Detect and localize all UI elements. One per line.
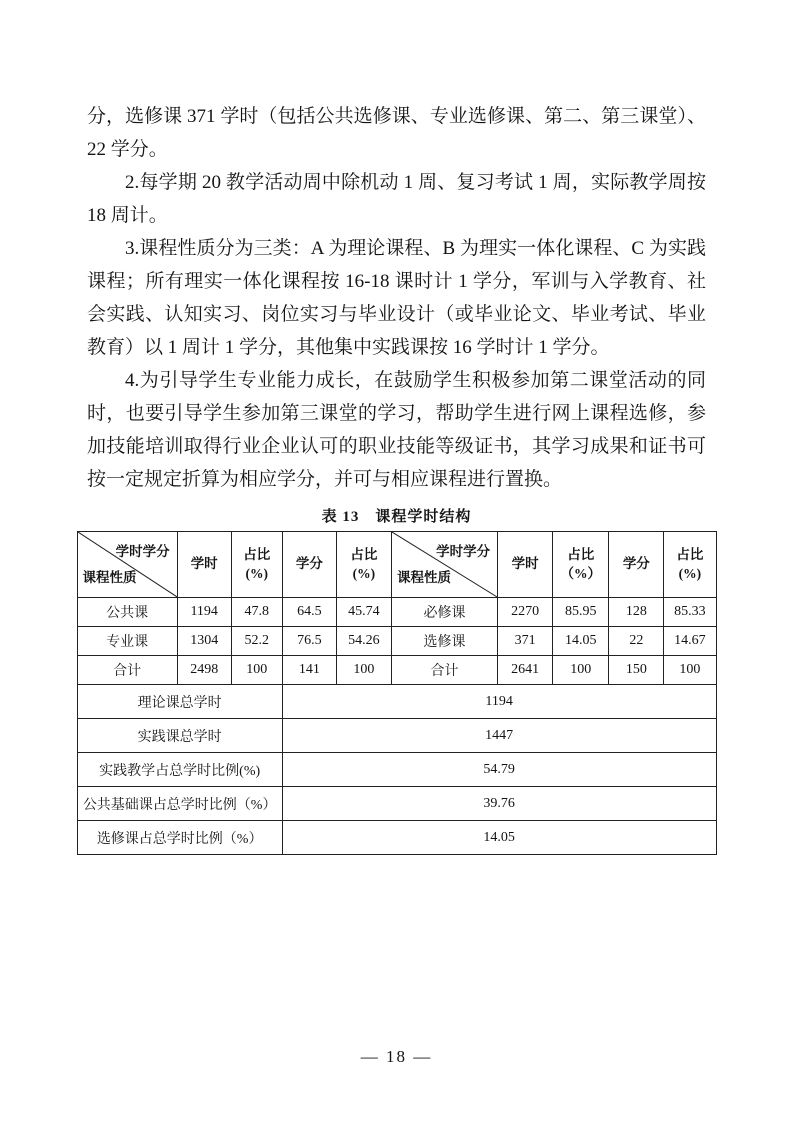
paragraph-1: 分，选修课 371 学时（包括公共选修课、专业选修课、第二、第三课堂）、22 学分。 bbox=[87, 106, 706, 160]
table-cell: 1194 bbox=[177, 598, 231, 627]
table-row bbox=[77, 598, 716, 627]
row-label: 专业课 bbox=[77, 627, 177, 656]
summary-value: 54.79 bbox=[282, 753, 716, 787]
paragraph-4: 4.为引导学生专业能力成长，在鼓励学生积极参加第二课堂活动的同时，也要引导学生参加第三课堂的学习，帮助学生进行网上课程选修，参加技能培训取得行业企业认可的职业技能等级证书，其学习成果和证书可按一定规定折算为相应学分，并可与相应课程进行置换。 bbox=[87, 370, 706, 490]
table-cell: 128 bbox=[609, 598, 664, 627]
header-ratio-right-1: 占比 （%） bbox=[553, 532, 609, 598]
summary-row bbox=[77, 753, 716, 787]
table-cell: 14.67 bbox=[664, 627, 716, 656]
table-cell: 45.74 bbox=[336, 598, 391, 627]
table-cell: 22 bbox=[609, 627, 664, 656]
header-ratio-left-1: 占比 (%) bbox=[231, 532, 282, 598]
table-cell: 371 bbox=[498, 627, 553, 656]
summary-row bbox=[77, 821, 716, 855]
paragraph-3: 3.课程性质分为三类：A 为理论课程、B 为理实一体化课程、C 为实践课程；所有理实一体化课程按 16-18 课时计 1 学分，军训与入学教育、社会实践、认知实习、岗位实习与毕业设计（或毕业论文、毕业考试、毕业教育）以 1 周计 1 学分，其他集中实践课按 16 学时计 1 学分。 bbox=[87, 238, 706, 358]
table-cell: 2270 bbox=[498, 598, 553, 627]
table-cell: 14.05 bbox=[553, 627, 609, 656]
diagonal-line bbox=[392, 532, 497, 597]
header-credits-left: 学分 bbox=[282, 532, 336, 598]
table-cell: 85.95 bbox=[553, 598, 609, 627]
row-label: 选修课 bbox=[391, 627, 497, 656]
diagonal-header-cell-right bbox=[391, 532, 497, 598]
table-cell: 100 bbox=[336, 656, 391, 685]
table-cell: 1304 bbox=[177, 627, 231, 656]
table-cell: 2498 bbox=[177, 656, 231, 685]
summary-row bbox=[77, 787, 716, 821]
header-credits-right: 学分 bbox=[609, 532, 664, 598]
table-cell: 76.5 bbox=[282, 627, 336, 656]
summary-row bbox=[77, 719, 716, 753]
summary-value: 1447 bbox=[282, 719, 716, 753]
summary-row bbox=[77, 685, 716, 719]
table-cell: 2641 bbox=[498, 656, 553, 685]
summary-label: 实践教学占总学时比例(%) bbox=[77, 753, 282, 787]
summary-label: 实践课总学时 bbox=[77, 719, 282, 753]
table-cell: 100 bbox=[231, 656, 282, 685]
diagonal-label-bottom: 课程性质 bbox=[396, 569, 451, 585]
header-hours-left: 学时 bbox=[177, 532, 231, 598]
summary-value: 39.76 bbox=[282, 787, 716, 821]
table-cell: 54.26 bbox=[336, 627, 391, 656]
summary-value: 14.05 bbox=[282, 821, 716, 855]
header-hours-right: 学时 bbox=[498, 532, 553, 598]
table-row bbox=[77, 627, 716, 656]
course-hours-table bbox=[77, 531, 717, 855]
page-number: — 18 — bbox=[360, 1047, 433, 1066]
diagonal-label-bottom: 课程性质 bbox=[82, 569, 137, 585]
row-label: 公共课 bbox=[77, 598, 177, 627]
diagonal-line bbox=[78, 532, 177, 597]
table-cell: 52.2 bbox=[231, 627, 282, 656]
table-cell: 47.8 bbox=[231, 598, 282, 627]
summary-value: 1194 bbox=[282, 685, 716, 719]
table-row bbox=[77, 656, 716, 685]
diagonal-label-top: 学时学分 bbox=[436, 544, 491, 559]
table-cell: 100 bbox=[664, 656, 716, 685]
table-cell: 100 bbox=[553, 656, 609, 685]
summary-label: 选修课占总学时比例（%） bbox=[77, 821, 282, 855]
table-cell: 141 bbox=[282, 656, 336, 685]
table-header-row bbox=[77, 532, 716, 598]
table-cell: 85.33 bbox=[664, 598, 716, 627]
summary-label: 公共基础课占总学时比例（%） bbox=[77, 787, 282, 821]
table-title: 表 13 课程学时结构 bbox=[321, 509, 472, 525]
table-cell: 150 bbox=[609, 656, 664, 685]
header-ratio-right-2: 占比 (%) bbox=[664, 532, 716, 598]
header-ratio-left-2: 占比 (%) bbox=[336, 532, 391, 598]
row-label: 合计 bbox=[391, 656, 497, 685]
diagonal-label-top: 学时学分 bbox=[115, 544, 170, 559]
row-label: 合计 bbox=[77, 656, 177, 685]
row-label: 必修课 bbox=[391, 598, 497, 627]
diagonal-header-cell-left bbox=[77, 532, 177, 598]
table-cell: 64.5 bbox=[282, 598, 336, 627]
paragraph-2: 2.每学期 20 教学活动周中除机动 1 周、复习考试 1 周，实际教学周按 18 周计。 bbox=[87, 172, 706, 226]
summary-label: 理论课总学时 bbox=[77, 685, 282, 719]
body-text bbox=[0, 0, 793, 496]
